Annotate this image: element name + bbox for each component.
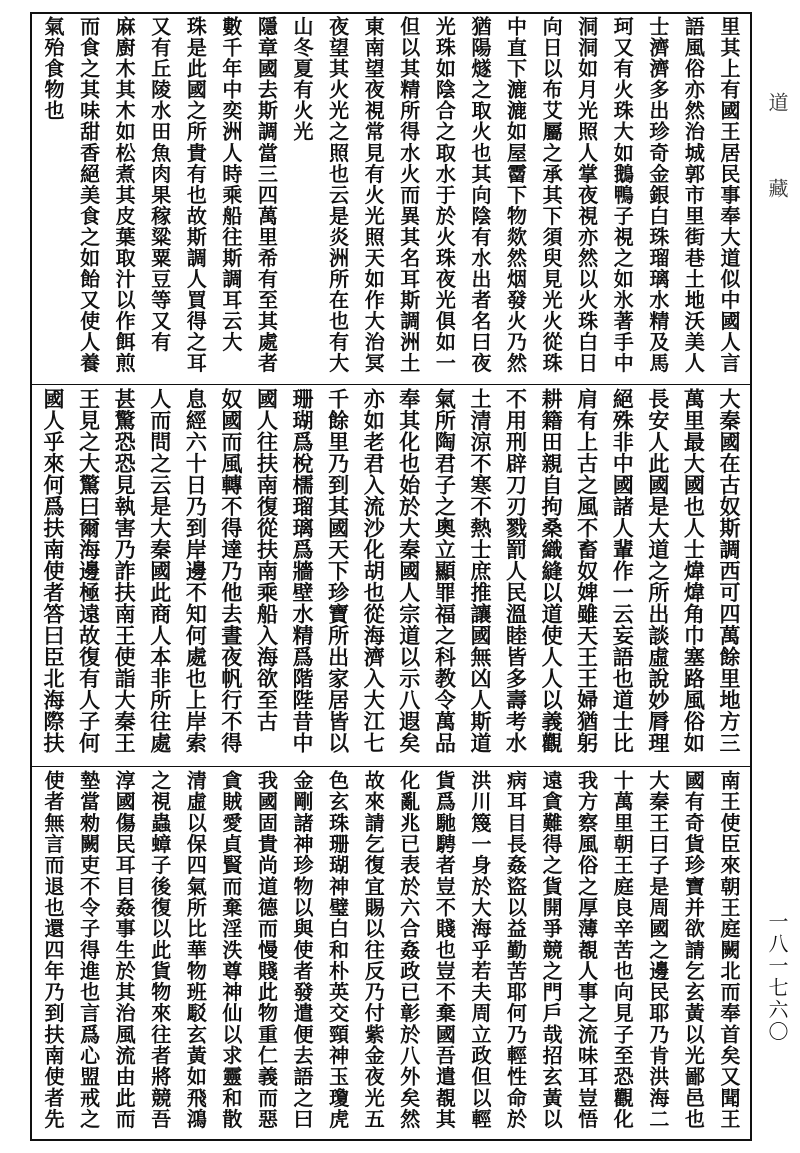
- side-label-zang: 藏: [765, 178, 789, 198]
- text-column: 氣所陶君子之奧立顯罪福之科教令萬品: [432, 388, 458, 754]
- text-column: 絕殊非中國諸人輩作一云妄語也道士比: [610, 388, 636, 754]
- text-column: 亦如老君入流沙化胡也從海濟入大江七: [361, 388, 387, 754]
- side-label-dao: 道: [765, 92, 789, 112]
- text-column: 化亂兆已表於六合姦政已彰於八外矣然: [396, 770, 421, 1130]
- text-column: 夜望其火光之照也云是炎洲所在也有大: [325, 16, 350, 374]
- text-column: 耕籍田親自拘桑織縫以道使人人以義觀: [539, 388, 565, 754]
- text-column: 里其上有國王居民事奉大道似中國人言: [716, 16, 741, 374]
- text-column: 洞洞如月光照人掌夜視亦然以火珠白日: [574, 16, 599, 374]
- text-column: 數千年中奕洲人時乘船往斯調耳云大: [218, 16, 243, 353]
- text-column: 淳國傷民耳目姦事生於其治風流由此而: [112, 770, 137, 1130]
- text-column: 但以其精所得水火而異其名耳斯調洲土: [396, 16, 421, 374]
- text-column: 遠貪難得之貨開爭競之門戶哉招玄黃以: [539, 770, 564, 1130]
- text-column: 色玄珠珊瑚神璧白和朴英交頸神玉瓊虎: [325, 770, 350, 1130]
- text-column: 麻廚木其木如松煮其皮葉取汁以作餌煎: [112, 16, 137, 374]
- text-column: 甚驚恐恐見執害乃詐扶南王使詣大秦王: [112, 388, 138, 754]
- text-column: 人而問之云是大秦國此商人本非所往處: [147, 388, 173, 754]
- text-column: 貪賊愛貞賢而棄淫泆尊神仙以求靈和散: [218, 770, 243, 1130]
- text-column: 王見之大驚曰爾海邊極遠故復有人子何: [76, 388, 102, 754]
- text-column: 大秦國在古奴斯調西可四萬餘里地方三: [716, 388, 742, 754]
- text-column: 南王使臣來朝王庭闕北而奉首矣又聞王: [716, 770, 741, 1130]
- text-column: 珊瑚爲梲檽瑠璃爲牆壁水精爲階陛昔中: [290, 388, 316, 754]
- band-divider: [30, 384, 752, 385]
- text-column: 之視蟲蟑子後復以此貨物來往者將競吾: [147, 770, 172, 1130]
- text-column: 金剛諸神珍物以與使者發遣便去語之曰: [290, 770, 315, 1130]
- text-column: 洪川篾一身於大海乎若夫周立政但以輕: [467, 770, 492, 1130]
- text-column: 國人乎來何爲扶南使者答曰臣北海際扶: [41, 388, 66, 754]
- text-column: 長安人此國是大道之所出談虛說妙脣理: [645, 388, 671, 754]
- band-divider: [30, 766, 752, 767]
- text-column: 病耳目長姦盜以益勤苦耶何乃輕性命於: [503, 770, 528, 1130]
- text-column: 國有奇貨珍寶并欲請乞玄黃以光鄙邑也: [681, 770, 706, 1130]
- text-column: 又有丘陵水田魚肉果稼粱粟豆等又有: [147, 16, 172, 353]
- text-column: 士濟濟多出珍奇金銀白珠瑠璃水精及馬: [645, 16, 670, 374]
- text-column: 山冬夏有火光: [290, 16, 315, 143]
- text-column: 貨爲馳騁者豈不賤也豈不棄國吾遣覩其: [432, 770, 457, 1130]
- text-column: 珂又有火珠大如鵝鴨子視之如氷著手中: [610, 16, 635, 374]
- text-column: 十萬里朝王庭良辛苦也向見子至恐觀化: [610, 770, 635, 1130]
- text-column: 東南望夜視常見有火光照天如作大治冥: [361, 16, 386, 374]
- text-column: 向日以布艾屬之承其下須臾見光火從珠: [539, 16, 564, 374]
- text-column: 萬里最大國也人士煒煒角巾塞路風俗如: [681, 388, 707, 754]
- text-column: 我方察風俗之厚薄覩人事之流味耳豈悟: [574, 770, 599, 1130]
- text-column: 我國固貴尚道德而慢賤此物重仁義而惡: [254, 770, 279, 1130]
- text-column: 不用刑辟刀刃戮罰人民溫睦皆多壽考水: [503, 388, 529, 754]
- text-column: 墊當勑闕吏不令子得進也言爲心盟戒之: [76, 770, 101, 1130]
- text-band-top: [36, 16, 746, 382]
- text-column: 隱章國去斯調當三四萬里希有至其處者: [254, 16, 279, 374]
- text-column: 大秦王曰子是周國之邊民耶乃肯洪海二: [645, 770, 670, 1130]
- text-column: 而食之其味甜香絕美食之如飴又使人養: [76, 16, 101, 374]
- text-column: 使者無言而退也還四年乃到扶南使者先: [41, 770, 65, 1130]
- text-column: 故來請乞復宜賜以往反乃付紫金夜光五: [361, 770, 386, 1130]
- text-band-middle: [36, 388, 746, 762]
- text-band-bottom: [36, 770, 746, 1138]
- text-column: 奉其化也始於大秦國人宗道以示八遐矣: [396, 388, 422, 754]
- text-column: 息經六十日乃到岸邊不知何處也上岸索: [183, 388, 209, 754]
- text-column: 土清涼不寒不熱士庶推讓國無凶人斯道: [467, 388, 493, 754]
- text-column: 光珠如陰合之取水于於火珠夜光俱如一: [432, 16, 457, 374]
- text-column: 氣殆食物也: [41, 16, 65, 122]
- text-column: 珠是此國之所貴有也故斯調人買得之耳: [183, 16, 208, 374]
- text-column: 千餘里乃到其國天下珍寶所出家居皆以: [325, 388, 351, 754]
- page-number: 一八一七六〇: [765, 911, 789, 1043]
- text-column: 語風俗亦然治城郭市里街巷土地沃美人: [681, 16, 706, 374]
- text-column: 奴國而風轉不得達乃他去晝夜帆行不得: [218, 388, 244, 754]
- text-column: 國人往扶南復從扶南乘船入海欲至古: [254, 388, 280, 732]
- text-column: 清虛以保四氣所比華物班駁玄黃如飛鴻: [183, 770, 208, 1130]
- text-column: 猶陽燧之取火也其向陰有水出者名曰夜: [467, 16, 492, 374]
- text-column: 肩有上古之風不畜奴婢雖天王王婦猶躬: [574, 388, 600, 754]
- text-column: 中直下漉漉如屋霤下物欻然烟發火乃然: [503, 16, 528, 374]
